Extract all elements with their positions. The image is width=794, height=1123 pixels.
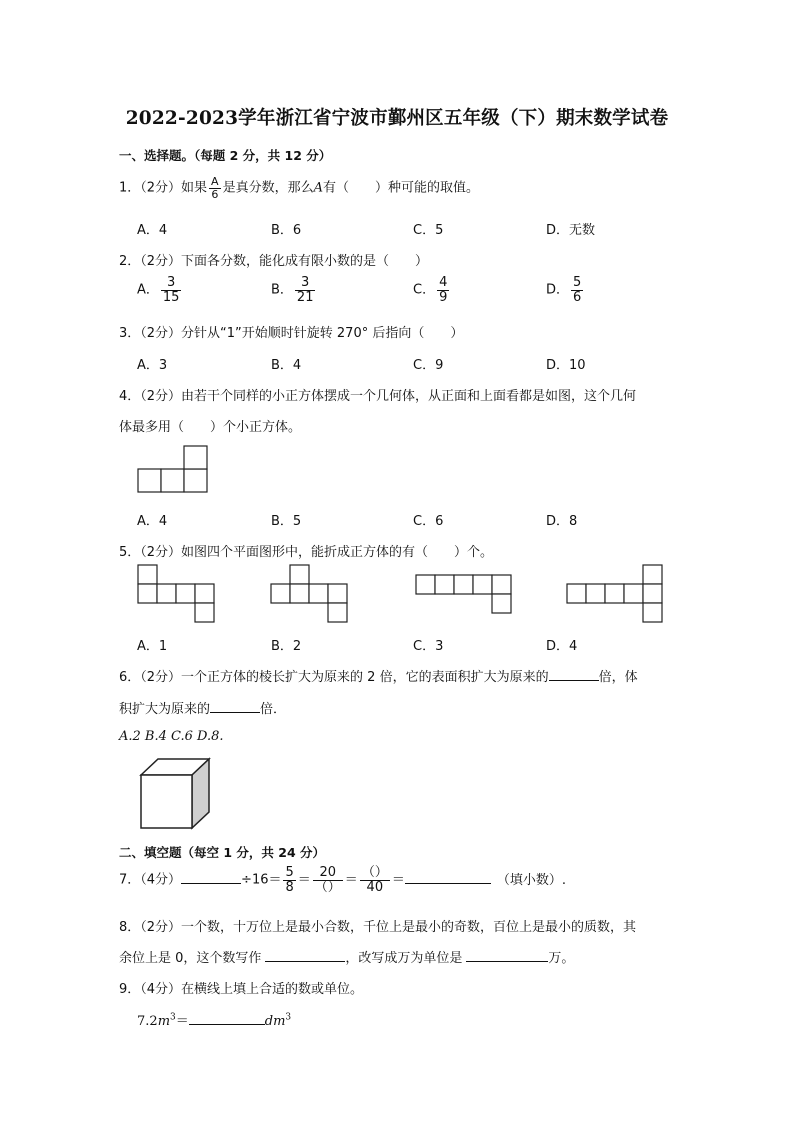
question-2: 2．（2分）下面各分数，能化成有限小数的是（ ） bbox=[119, 254, 429, 269]
page-title: 2022-2023学年浙江省宁波市鄞州区五年级（下）期末数学试卷 bbox=[125, 108, 669, 129]
q5-net-2 bbox=[270, 564, 350, 624]
q4-view-figure bbox=[136, 445, 212, 495]
q2-option-a: A． $\frac{3}{15}$ bbox=[137, 275, 180, 305]
q1-option-a: A．4 bbox=[137, 223, 168, 238]
q2-option-d: D． $\frac{5}{6}$ bbox=[546, 275, 582, 305]
question-9: 9．（4分）在横线上填上合适的数或单位。 bbox=[119, 982, 364, 997]
question-3: 3．（2分）分针从“1”开始顺时针旋转 270° 后指向（ ） bbox=[119, 326, 464, 341]
q1-variable: A bbox=[313, 180, 323, 196]
q1-option-b: B．6 bbox=[271, 223, 302, 238]
q6-options-line: A.2 B.4 C.6 D.8. bbox=[119, 729, 224, 744]
question-5: 5．（2分）如图四个平面图形中，能折成正方体的有（ ）个。 bbox=[119, 545, 494, 560]
question-6-line1: 6．（2分）一个正方体的棱长扩大为原来的 2 倍，它的表面积扩大为原来的 倍，体 bbox=[119, 670, 638, 685]
q6-cube-figure bbox=[138, 757, 214, 831]
q3-option-a: A．3 bbox=[137, 358, 168, 373]
q3-option-d: D．10 bbox=[546, 358, 586, 373]
section-heading-choice: 一、选择题。（每题 2 分，共 12 分） bbox=[119, 148, 332, 163]
q4-option-a: A．4 bbox=[137, 514, 168, 529]
q9-blank-1[interactable] bbox=[189, 1012, 265, 1025]
q5-option-d: D．4 bbox=[546, 639, 578, 654]
section-heading-fill: 二、填空题（每空 1 分，共 24 分） bbox=[119, 845, 326, 860]
q5-option-c: C．3 bbox=[413, 639, 444, 654]
q2-option-c: C． $\frac{4}{9}$ bbox=[413, 275, 448, 305]
q4-option-c: C．6 bbox=[413, 514, 444, 529]
q5-option-b: B．2 bbox=[271, 639, 302, 654]
question-6-line2: 积扩大为原来的 倍． bbox=[119, 702, 287, 717]
question-4-line2: 体最多用（ ）个小正方体。 bbox=[119, 420, 302, 435]
q4-option-d: D．8 bbox=[546, 514, 578, 529]
q5-option-a: A．1 bbox=[137, 639, 168, 654]
q3-option-c: C．9 bbox=[413, 358, 444, 373]
q6-blank-1[interactable] bbox=[549, 668, 599, 681]
question-8-line2: 余位上是 0，这个数写作 ，改写成万为单位是 万。 bbox=[119, 951, 575, 966]
q1-suffix-b: 有（ ）种可能的取值。 bbox=[322, 180, 479, 196]
q4-option-b: B．5 bbox=[271, 514, 302, 529]
q7-blank-1[interactable] bbox=[181, 871, 241, 884]
question-7: 7．（4分） ÷16＝ $\frac{5}{8}$ ＝ $\frac{20}{()}$ ＝ $\frac{()}{40}$ ＝ （填小数）. bbox=[119, 865, 566, 895]
q6-blank-2[interactable] bbox=[210, 700, 260, 713]
question-8-line1: 8．（2分）一个数，十万位上是最小合数，千位上是最小的奇数，百位上是最小的质数，其 bbox=[119, 920, 637, 935]
q8-blank-1[interactable] bbox=[265, 949, 345, 962]
q5-net-3 bbox=[415, 574, 515, 616]
q8-blank-2[interactable] bbox=[466, 949, 548, 962]
q2-option-b: B． $\frac{3}{21}$ bbox=[271, 275, 314, 305]
question-1 bbox=[119, 176, 479, 200]
question-4-line1: 4．（2分）由若干个同样的小正方体摆成一个几何体，从正面和上面看都是如图，这个几何 bbox=[119, 389, 637, 404]
q9-expression: $7.2m^3= dm^3$ bbox=[137, 1012, 292, 1029]
q7-blank-2[interactable] bbox=[405, 871, 491, 884]
q1-option-d: D．无数 bbox=[546, 223, 596, 238]
q5-net-1 bbox=[137, 564, 217, 624]
q1-option-c: C．5 bbox=[413, 223, 444, 238]
q5-net-4 bbox=[566, 564, 666, 624]
q1-fraction: $\frac{A}{6}$ bbox=[211, 175, 219, 201]
q1-prefix: 1．（2分）如果 bbox=[119, 180, 208, 196]
q3-option-b: B．4 bbox=[271, 358, 302, 373]
q1-suffix-a: 是真分数，那么 bbox=[222, 180, 314, 196]
